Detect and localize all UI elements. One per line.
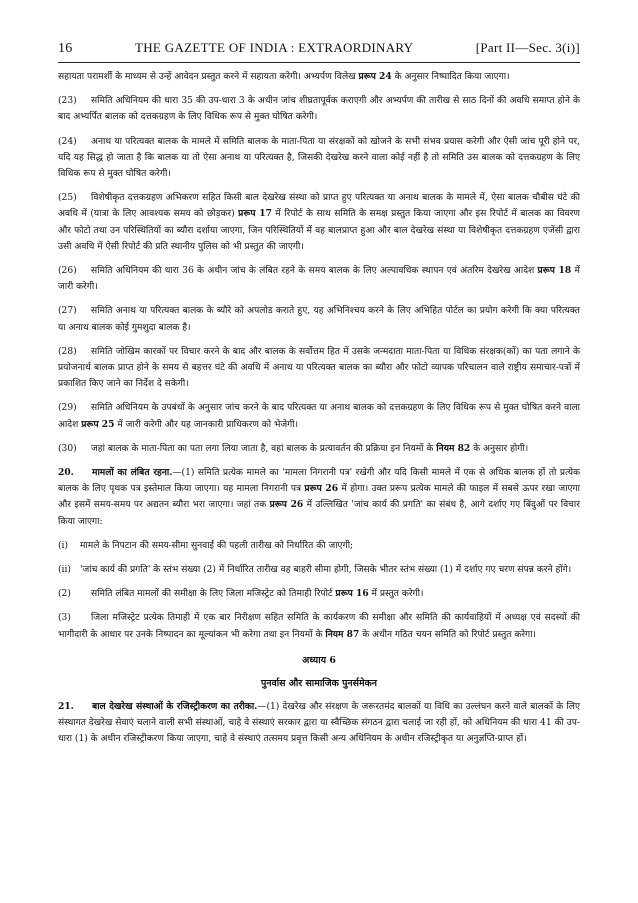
gazette-page — [58, 40, 580, 756]
section-20-sub-3: (3) जिला मजिस्ट्रेट प्रत्येक तिमाही में एक बार निरीक्षण सहित समिति के कार्यकरण की समीक्षा और समिति की कार्यवाहियों में अध्यक्ष एवं सदस्यों की भागीदारी के आधार पर उनके निष्पादन का मूल्यांकन भी करेगा तथा इन नियमों के नियम 87 के अधीन गठित चयन समिति को रिपोर्ट प्रस्तुत करेगा। — [58, 613, 580, 640]
section-21: 21. बाल देखरेख संस्थाओं के रजिस्ट्रीकरण का तरीका.—(1) देखरेख और संरक्षण के जरूरतमंद बालकों या विधि का उल्लंघन करने वाले बालकों के लिए संस्थागत देखरेख सेवाएं चलाने वाली सभी संस्थाओं, चाहे वे संस्थाएं सरकार द्वारा या स्वैच्छिक संगठन द्वारा चलाई जा रही हों, को अधिनियम की धारा 41 की उप-धारा (1) के अधीन रजिस्ट्रीकरण किया जाएगा, चाहे वे संस्थाएं तत्समय प्रवृत्त किसी अन्य अधिनियम के अधीन रजिस्ट्रीकृत या अनुज्ञप्ति-प्राप्त हों। — [58, 700, 580, 745]
chapter-number: अध्याय 6 — [302, 654, 336, 666]
section-20-sub-2: (2) समिति लंबित मामलों की समीक्षा के लिए जिला मजिस्ट्रेट को तिमाही रिपोर्ट प्ररूप 16 में प्रस्तुत करेगी। — [58, 588, 424, 600]
section-20: 20. मामलों का लंबित रहना.—(1) समिति प्रत्येक मामले का 'मामला निगरानी पत्र' रखेगी और यदि किसी मामले में एक से अधिक बालक हों तो प्रत्येक बालक के लिए पृथक पत्र इस्तेमाल किया जाएगा। यह मामला निगरानी पत्र प्ररूप 26 में होगा। उक्त प्ररूप प्रत्येक मामले की फाइल में सबसे ऊपर रखा जाएगा और इसमें समय-समय पर अद्यतन ब्यौरा भरा जाएगा। जहां तक प्ररूप 26 में उल्लिखित 'जांच कार्य की प्रगति' का संबंध है, आगे दर्शाए गए बिंदुओं पर विचार किया जाएगा: — [58, 467, 581, 527]
paragraph-30: (30) जहां बालक के माता-पिता का पता लगा लिया जाता है, वहां बालक के प्रत्यावर्तन की प्रक्रिया इन नियमों के नियम 82 के अनुसार होगी। — [58, 442, 529, 454]
section-20-title: मामलों का लंबित रहना. — [92, 467, 173, 479]
paragraph-27: (27) समिति अनाथ या परित्यक्त बालक के ब्यौरे को अपलोड कराते हुए, यह अभिनिश्चय करने के लिए अभिहित पोर्टल का प्रयोग करेगी कि क्या परित्यक्त या अनाथ बालक कोई गुमशुदा बालक है। — [58, 306, 580, 333]
section-21-title: बाल देखरेख संस्थाओं के रजिस्ट्रीकरण का तरीका. — [92, 700, 258, 712]
paragraph-29: (29) समिति अधिनियम के उपबंधों के अनुसार जांच करने के बाद परित्यक्त या अनाथ बालक को दत्तकग्रहण के लिए विधिक रूप से मुक्त घोषित करने वाला आदेश प्ररूप 25 में जारी करेगी और यह जानकारी प्राधिकरण को भेजेगी। — [58, 403, 580, 430]
section-20-item-i: (i) मामले के निपटान की समय-सीमा सुनवाई की पहली तारीख को निर्धारित की जाएगी; — [58, 540, 354, 551]
paragraph-24: (24) अनाथ या परित्यक्त बालक के मामले में समिति बालक के माता-पिता या संरक्षकों को खोजने के सभी संभव प्रयास करेगी और ऐसी जांच पूरी होने पर, यदि यह सिद्ध हो जाता है कि बालक या तो ऐसा अनाथ या परित्यक्त है, जिसकी देखरेख करने वाला कोई नहीं है तो समिति उस बालक को दत्तकग्रहण के लिए विधिक रूप से मुक्त घोषित करेगी। — [58, 136, 580, 180]
header-rule — [58, 62, 580, 63]
gazette-title: THE GAZETTE OF INDIA : EXTRAORDINARY — [134, 40, 414, 55]
chapter-title: पुनर्वास और सामाजिक पुनर्समेकन — [261, 677, 377, 689]
page-number: 16 — [58, 41, 73, 56]
paragraph-23: (23) समिति अधिनियम की धारा 35 की उप-धारा 3 के अधीन जांच शीघ्रतापूर्वक कराएगी और अभ्यर्पण की तारीख से साठ दिनों की अवधि समाप्त होने के बाद अभ्यर्पित बालक को दत्तकग्रहण के लिए विधिक रूप से मुक्त घोषित करेगी। — [58, 96, 580, 123]
page-header — [58, 40, 580, 57]
part-section: [Part II—Sec. 3(i)] — [475, 40, 580, 55]
section-20-item-ii: (ii) 'जांच कार्य की प्रगति' के स्तंभ संख्या (2) में निर्धारित तारीख वह बाहरी सीमा होगी, जिसके भीतर स्तंभ संख्या (1) में दर्शाए गए चरण संपन्न करने होंगे। — [58, 565, 572, 576]
paragraph-continuation: सहायता परामर्शी के माध्यम से उन्हें आवेदन प्रस्तुत करने में सहायता करेगी। अभ्यर्पण विलेख प्ररूप 24 के अनुसार निष्पादित किया जाएगा। — [58, 71, 510, 82]
paragraph-28: (28) समिति जोखिम कारकों पर विचार करने के बाद और बालक के सर्वोत्तम हित में उसके जन्मदाता माता-पिता या विधिक संरक्षक(कों) का पता लगाने के प्रयोजनार्थ बालक प्राप्त होने के समय से बहत्तर घंटे की अवधि में अनाथ या परित्यक्त बालक का ब्यौरा और फोटो व्यापक परिचालन वाले राष्ट्रीय समाचार-पत्रों में प्रकाशित किए जाने का निर्देश दे सकेगी। — [58, 346, 580, 390]
paragraph-26: (26) समिति अधिनियम की धारा 36 के अधीन जांच के लंबित रहने के समय बालक के लिए अल्पावधिक स्थापन एवं अंतरिम देखरेख आदेश प्ररूप 18 में जारी करेगी। — [58, 265, 580, 293]
paragraph-25: (25) विशेषीकृत दत्तकग्रहण अभिकरण सहित किसी बाल देखरेख संस्था को प्राप्त हुए परित्यक्त या अनाथ बालक के मामले में, ऐसा बालक चौबीस घंटे की अवधि में (यात्रा के लिए आवश्यक समय को छोड़कर) प्ररूप 17 में रिपोर्ट के साथ समिति के समक्ष प्रस्तुत किया जाएगा और इस रिपोर्ट में बालक का विवरण और फोटो तथा उन परिस्थितियों का ब्यौरा दर्शाया जाएगा, जिन परिस्थितियों में वह बालप्राप्त हुआ और बाल देखरेख संस्था या विशेषीकृत दत्तकग्रहण एजेंसी द्वारा उसी अवधि में ऐसी रिपोर्ट की प्रति स्थानीय पुलिस को भी प्रस्तुत की जाएगी। — [58, 193, 581, 252]
